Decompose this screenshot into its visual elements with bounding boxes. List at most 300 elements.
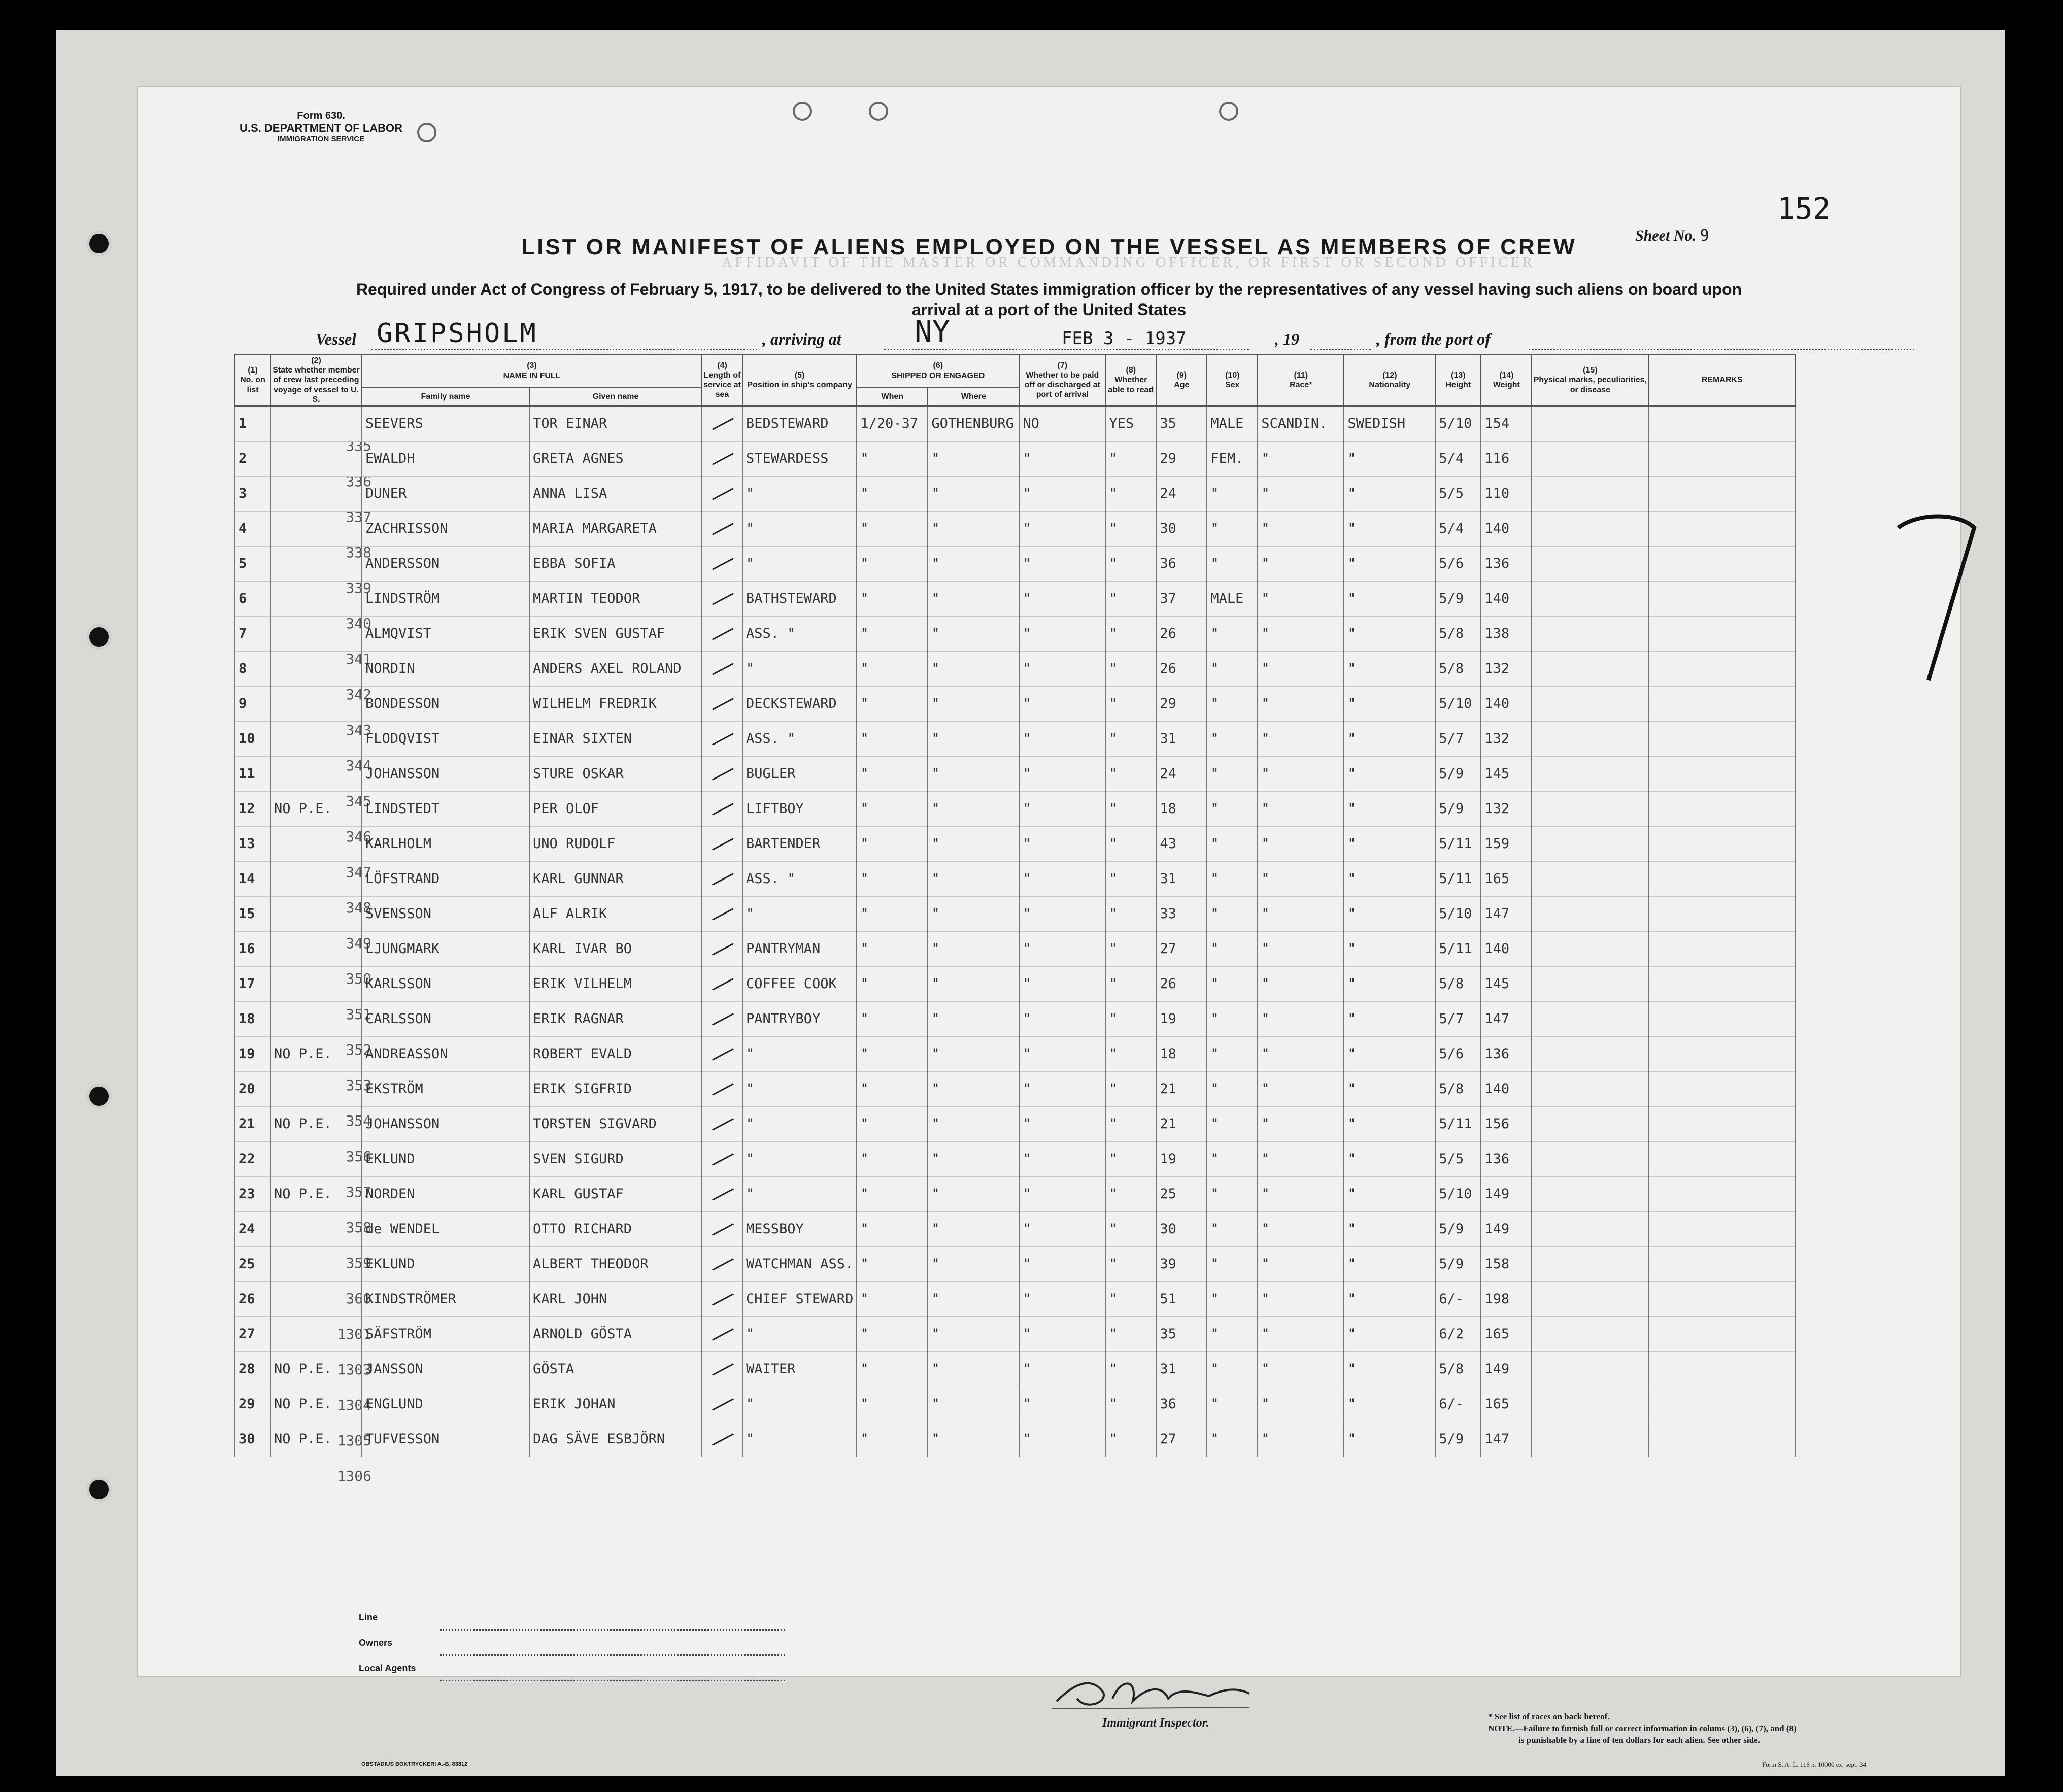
cell-height: 5/9 bbox=[1435, 756, 1481, 791]
cell-age: 26 bbox=[1156, 616, 1207, 651]
cell-service-length bbox=[702, 1422, 742, 1457]
cell-height: 6/- bbox=[1435, 1281, 1481, 1316]
col-header-sex: (10) Sex bbox=[1207, 354, 1258, 406]
cell-age: 51 bbox=[1156, 1281, 1207, 1316]
cell-previous-voyage: NO P.E. bbox=[270, 1422, 362, 1457]
cell-age: 37 bbox=[1156, 581, 1207, 616]
cell-sex: " bbox=[1207, 1141, 1258, 1176]
cell-remarks bbox=[1648, 616, 1796, 651]
cell-able-to-read: " bbox=[1105, 1246, 1156, 1281]
cell-height: 5/11 bbox=[1435, 826, 1481, 861]
cell-service-length bbox=[702, 1246, 742, 1281]
cell-previous-voyage bbox=[270, 1001, 362, 1036]
cell-shipped-when: " bbox=[857, 931, 928, 966]
cell-remarks bbox=[1648, 651, 1796, 686]
cell-shipped-when: " bbox=[857, 756, 928, 791]
printer-imprint: OBSTADIUS BOKTRYCKERI A.-B. 83812 bbox=[361, 1761, 468, 1767]
cell-sex: FEM. bbox=[1207, 441, 1258, 476]
table-row bbox=[235, 616, 1796, 651]
cell-sex: " bbox=[1207, 721, 1258, 756]
cell-shipped-when: " bbox=[857, 616, 928, 651]
cell-able-to-read: " bbox=[1105, 791, 1156, 826]
cell-nationality: " bbox=[1344, 966, 1435, 1001]
cell-nationality: " bbox=[1344, 1036, 1435, 1071]
cell-age: 39 bbox=[1156, 1246, 1207, 1281]
cell-given-name: KARL GUSTAF bbox=[529, 1176, 702, 1211]
cell-weight: 138 bbox=[1481, 616, 1532, 651]
cell-race: " bbox=[1258, 1316, 1344, 1351]
cell-race: " bbox=[1258, 1387, 1344, 1422]
cell-shipped-where: " bbox=[928, 791, 1019, 826]
cell-weight: 140 bbox=[1481, 1071, 1532, 1106]
cell-age: 36 bbox=[1156, 1387, 1207, 1422]
cell-weight: 156 bbox=[1481, 1106, 1532, 1141]
cell-service-length bbox=[702, 1141, 742, 1176]
cell-family-name: BONDESSON bbox=[362, 686, 529, 721]
cell-position: DECKSTEWARD bbox=[742, 686, 857, 721]
cell-age: 30 bbox=[1156, 511, 1207, 546]
margin-pencil-mark bbox=[1888, 508, 1989, 690]
cell-height: 5/4 bbox=[1435, 511, 1481, 546]
cell-previous-voyage: NO P.E. bbox=[270, 1106, 362, 1141]
cell-shipped-where: " bbox=[928, 1387, 1019, 1422]
document-subtitle-2: arrival at a port of the United States bbox=[911, 300, 1187, 319]
cell-weight: 132 bbox=[1481, 721, 1532, 756]
cell-family-name: EKSTRÖM bbox=[362, 1071, 529, 1106]
cell-family-name: SEEVERS bbox=[362, 406, 529, 442]
cell-shipped-when: 1/20-37 bbox=[857, 406, 928, 442]
cell-service-length bbox=[702, 476, 742, 511]
cell-row-number: 14 bbox=[235, 861, 270, 896]
cell-height: 5/10 bbox=[1435, 406, 1481, 442]
cell-row-number: 10 bbox=[235, 721, 270, 756]
document-title: LIST OR MANIFEST OF ALIENS EMPLOYED ON THE VESSEL AS MEMBERS OF CREW bbox=[521, 234, 1577, 259]
cell-shipped-where: GOTHENBURG bbox=[928, 406, 1019, 442]
cell-remarks bbox=[1648, 756, 1796, 791]
cell-row-number: 27 bbox=[235, 1316, 270, 1351]
cell-sex: " bbox=[1207, 1176, 1258, 1211]
cell-height: 5/11 bbox=[1435, 861, 1481, 896]
cell-sex: " bbox=[1207, 826, 1258, 861]
cell-previous-voyage: NO P.E. bbox=[270, 1036, 362, 1071]
cell-position: " bbox=[742, 1141, 857, 1176]
cell-service-length bbox=[702, 791, 742, 826]
cell-sex: " bbox=[1207, 756, 1258, 791]
cell-able-to-read: " bbox=[1105, 1141, 1156, 1176]
cell-previous-voyage bbox=[270, 546, 362, 581]
cell-shipped-where: " bbox=[928, 756, 1019, 791]
cell-able-to-read: " bbox=[1105, 1001, 1156, 1036]
cell-previous-voyage: NO P.E. bbox=[270, 1351, 362, 1387]
cell-physical-marks bbox=[1532, 546, 1648, 581]
cell-age: 26 bbox=[1156, 966, 1207, 1001]
cell-race: " bbox=[1258, 966, 1344, 1001]
cell-weight: 147 bbox=[1481, 896, 1532, 931]
cell-shipped-when: " bbox=[857, 581, 928, 616]
cell-sex: " bbox=[1207, 896, 1258, 931]
cell-family-name: KARLHOLM bbox=[362, 826, 529, 861]
cell-able-to-read: " bbox=[1105, 441, 1156, 476]
outer-serial-number: 357 bbox=[346, 1184, 371, 1200]
cell-shipped-when: " bbox=[857, 1281, 928, 1316]
cell-able-to-read: " bbox=[1105, 1036, 1156, 1071]
cell-age: 35 bbox=[1156, 1316, 1207, 1351]
cell-race: " bbox=[1258, 581, 1344, 616]
cell-weight: 198 bbox=[1481, 1281, 1532, 1316]
cell-service-length bbox=[702, 1281, 742, 1316]
arrival-date-stamp: FEB 3 - 1937 bbox=[1062, 328, 1187, 349]
cell-shipped-where: " bbox=[928, 966, 1019, 1001]
cell-remarks bbox=[1648, 1316, 1796, 1351]
penalty-note-1: NOTE.—Failure to furnish full or correct information in colums (3), (6), (7), and (8) bbox=[1488, 1723, 1797, 1733]
cell-service-length bbox=[702, 1351, 742, 1387]
cell-given-name: ERIK SIGFRID bbox=[529, 1071, 702, 1106]
cell-family-name: ALMQVIST bbox=[362, 616, 529, 651]
cell-weight: 116 bbox=[1481, 441, 1532, 476]
cell-race: " bbox=[1258, 441, 1344, 476]
cell-physical-marks bbox=[1532, 1106, 1648, 1141]
cell-given-name: DAG SÄVE ESBJÖRN bbox=[529, 1422, 702, 1457]
cell-shipped-when: " bbox=[857, 686, 928, 721]
table-row bbox=[235, 1071, 1796, 1106]
cell-remarks bbox=[1648, 1246, 1796, 1281]
cell-given-name: ERIK RAGNAR bbox=[529, 1001, 702, 1036]
cell-physical-marks bbox=[1532, 616, 1648, 651]
cell-row-number: 20 bbox=[235, 1071, 270, 1106]
cell-age: 21 bbox=[1156, 1071, 1207, 1106]
cell-paid-off: " bbox=[1019, 511, 1105, 546]
cell-position: " bbox=[742, 511, 857, 546]
cell-row-number: 30 bbox=[235, 1422, 270, 1457]
cell-family-name: SVENSSON bbox=[362, 896, 529, 931]
cell-nationality: " bbox=[1344, 861, 1435, 896]
races-note: * See list of races on back hereof. bbox=[1488, 1712, 1610, 1721]
cell-race: " bbox=[1258, 1351, 1344, 1387]
cell-remarks bbox=[1648, 721, 1796, 756]
col-header-family-name: Family name bbox=[362, 387, 529, 406]
cell-previous-voyage bbox=[270, 1141, 362, 1176]
cell-remarks bbox=[1648, 511, 1796, 546]
cell-previous-voyage bbox=[270, 616, 362, 651]
vessel-line bbox=[316, 314, 1914, 351]
outer-serial-number: 356 bbox=[346, 1148, 371, 1165]
cell-position: " bbox=[742, 896, 857, 931]
outer-serial-number: 348 bbox=[346, 899, 371, 916]
cell-weight: 145 bbox=[1481, 756, 1532, 791]
cell-position: " bbox=[742, 1316, 857, 1351]
cell-given-name: GRETA AGNES bbox=[529, 441, 702, 476]
cell-previous-voyage bbox=[270, 1281, 362, 1316]
cell-sex: " bbox=[1207, 1106, 1258, 1141]
crew-manifest-table bbox=[234, 354, 1796, 1457]
cell-position: " bbox=[742, 476, 857, 511]
cell-sex: " bbox=[1207, 511, 1258, 546]
cell-remarks bbox=[1648, 546, 1796, 581]
cell-row-number: 19 bbox=[235, 1036, 270, 1071]
cell-given-name: SVEN SIGURD bbox=[529, 1141, 702, 1176]
cell-paid-off: " bbox=[1019, 721, 1105, 756]
table-row bbox=[235, 1036, 1796, 1071]
cell-service-length bbox=[702, 1316, 742, 1351]
cell-family-name: LINDSTEDT bbox=[362, 791, 529, 826]
cell-remarks bbox=[1648, 476, 1796, 511]
cell-given-name: EBBA SOFIA bbox=[529, 546, 702, 581]
cell-row-number: 22 bbox=[235, 1141, 270, 1176]
cell-sex: " bbox=[1207, 931, 1258, 966]
cell-physical-marks bbox=[1532, 896, 1648, 931]
cell-paid-off: " bbox=[1019, 1176, 1105, 1211]
cell-service-length bbox=[702, 1106, 742, 1141]
cell-shipped-when: " bbox=[857, 1106, 928, 1141]
cell-able-to-read: " bbox=[1105, 686, 1156, 721]
cell-nationality: " bbox=[1344, 1281, 1435, 1316]
cell-shipped-where: " bbox=[928, 826, 1019, 861]
cell-service-length bbox=[702, 1176, 742, 1211]
cell-shipped-when: " bbox=[857, 1176, 928, 1211]
cell-nationality: " bbox=[1344, 1001, 1435, 1036]
cell-previous-voyage: NO P.E. bbox=[270, 1176, 362, 1211]
cell-weight: 154 bbox=[1481, 406, 1532, 442]
col-header-read: (8) Whether able to read bbox=[1105, 354, 1156, 406]
outer-serial-number: 359 bbox=[346, 1255, 371, 1271]
table-row bbox=[235, 1176, 1796, 1211]
cell-able-to-read: " bbox=[1105, 651, 1156, 686]
col-header-physical-marks: (15) Physical marks, peculiarities, or disease bbox=[1532, 354, 1648, 406]
cell-physical-marks bbox=[1532, 1387, 1648, 1422]
cell-remarks bbox=[1648, 861, 1796, 896]
cell-age: 29 bbox=[1156, 441, 1207, 476]
cell-age: 36 bbox=[1156, 546, 1207, 581]
cell-height: 5/9 bbox=[1435, 1211, 1481, 1246]
outer-serial-number: 353 bbox=[346, 1077, 371, 1094]
cell-able-to-read: " bbox=[1105, 476, 1156, 511]
cell-able-to-read: " bbox=[1105, 1351, 1156, 1387]
cell-paid-off: " bbox=[1019, 1316, 1105, 1351]
cell-shipped-when: " bbox=[857, 1036, 928, 1071]
cell-age: 30 bbox=[1156, 1211, 1207, 1246]
cell-given-name: UNO RUDOLF bbox=[529, 826, 702, 861]
cell-nationality: " bbox=[1344, 791, 1435, 826]
outer-serial-number: 346 bbox=[346, 828, 371, 845]
cell-given-name: TORSTEN SIGVARD bbox=[529, 1106, 702, 1141]
cell-sex: " bbox=[1207, 651, 1258, 686]
cell-race: " bbox=[1258, 1071, 1344, 1106]
cell-paid-off: " bbox=[1019, 1351, 1105, 1387]
cell-previous-voyage bbox=[270, 966, 362, 1001]
outer-serial-number: 349 bbox=[346, 935, 371, 952]
cell-race: " bbox=[1258, 616, 1344, 651]
cell-position: ASS. " bbox=[742, 616, 857, 651]
outer-serial-number: 340 bbox=[346, 615, 371, 632]
cell-family-name: ZACHRISSON bbox=[362, 511, 529, 546]
table-row bbox=[235, 826, 1796, 861]
cell-age: 29 bbox=[1156, 686, 1207, 721]
cell-shipped-when: " bbox=[857, 441, 928, 476]
cell-previous-voyage bbox=[270, 441, 362, 476]
cell-shipped-when: " bbox=[857, 1071, 928, 1106]
cell-shipped-when: " bbox=[857, 966, 928, 1001]
cell-race: " bbox=[1258, 1246, 1344, 1281]
cell-given-name: ROBERT EVALD bbox=[529, 1036, 702, 1071]
cell-race: " bbox=[1258, 686, 1344, 721]
cell-row-number: 25 bbox=[235, 1246, 270, 1281]
cell-row-number: 15 bbox=[235, 896, 270, 931]
cell-shipped-when: " bbox=[857, 651, 928, 686]
cell-given-name: ALF ALRIK bbox=[529, 896, 702, 931]
inspector-signature bbox=[1046, 1671, 1260, 1716]
cell-family-name: EKLUND bbox=[362, 1141, 529, 1176]
cell-height: 5/6 bbox=[1435, 546, 1481, 581]
cell-given-name: ARNOLD GÖSTA bbox=[529, 1316, 702, 1351]
cell-service-length bbox=[702, 406, 742, 442]
cell-nationality: " bbox=[1344, 1071, 1435, 1106]
cell-paid-off: " bbox=[1019, 1211, 1105, 1246]
cell-paid-off: " bbox=[1019, 1387, 1105, 1422]
cell-physical-marks bbox=[1532, 1036, 1648, 1071]
cell-physical-marks bbox=[1532, 511, 1648, 546]
cell-family-name: TUFVESSON bbox=[362, 1422, 529, 1457]
cell-weight: 165 bbox=[1481, 861, 1532, 896]
manifest-sheet bbox=[137, 86, 1961, 1768]
table-row bbox=[235, 406, 1796, 442]
cell-shipped-when: " bbox=[857, 1246, 928, 1281]
cell-height: 5/6 bbox=[1435, 1036, 1481, 1071]
cell-race: " bbox=[1258, 1001, 1344, 1036]
cell-physical-marks bbox=[1532, 476, 1648, 511]
cell-nationality: " bbox=[1344, 1211, 1435, 1246]
cell-given-name: OTTO RICHARD bbox=[529, 1211, 702, 1246]
cell-race: " bbox=[1258, 861, 1344, 896]
page-number: 152 bbox=[1777, 191, 1831, 226]
outer-serial-number: 342 bbox=[346, 686, 371, 703]
cell-remarks bbox=[1648, 791, 1796, 826]
cell-nationality: " bbox=[1344, 826, 1435, 861]
vessel-name: GRIPSHOLM bbox=[377, 318, 538, 349]
cell-paid-off: " bbox=[1019, 616, 1105, 651]
cell-position: ASS. " bbox=[742, 721, 857, 756]
cell-previous-voyage: NO P.E. bbox=[270, 1387, 362, 1422]
cell-race: " bbox=[1258, 826, 1344, 861]
cell-physical-marks bbox=[1532, 406, 1648, 442]
table-row bbox=[235, 1106, 1796, 1141]
cell-family-name: ANDERSSON bbox=[362, 546, 529, 581]
cell-shipped-when: " bbox=[857, 1316, 928, 1351]
cell-height: 5/9 bbox=[1435, 1422, 1481, 1457]
cell-weight: 140 bbox=[1481, 511, 1532, 546]
cell-paid-off: " bbox=[1019, 686, 1105, 721]
cell-row-number: 11 bbox=[235, 756, 270, 791]
cell-given-name: TOR EINAR bbox=[529, 406, 702, 442]
cell-remarks bbox=[1648, 1176, 1796, 1211]
cell-remarks bbox=[1648, 826, 1796, 861]
outer-serial-number: 347 bbox=[346, 864, 371, 881]
cell-service-length bbox=[702, 546, 742, 581]
table-row bbox=[235, 441, 1796, 476]
cell-height: 6/2 bbox=[1435, 1316, 1481, 1351]
vessel-label: Vessel bbox=[316, 330, 356, 348]
cell-nationality: " bbox=[1344, 581, 1435, 616]
cell-paid-off: " bbox=[1019, 896, 1105, 931]
cell-previous-voyage bbox=[270, 756, 362, 791]
cell-given-name: KARL GUNNAR bbox=[529, 861, 702, 896]
cell-age: 19 bbox=[1156, 1001, 1207, 1036]
cell-age: 31 bbox=[1156, 861, 1207, 896]
cell-physical-marks bbox=[1532, 1141, 1648, 1176]
table-row bbox=[235, 581, 1796, 616]
cell-able-to-read: " bbox=[1105, 1316, 1156, 1351]
cell-sex: " bbox=[1207, 1001, 1258, 1036]
cell-given-name: ERIK VILHELM bbox=[529, 966, 702, 1001]
cell-row-number: 3 bbox=[235, 476, 270, 511]
cell-given-name: STURE OSKAR bbox=[529, 756, 702, 791]
cell-physical-marks bbox=[1532, 1211, 1648, 1246]
cell-previous-voyage bbox=[270, 896, 362, 931]
cell-physical-marks bbox=[1532, 651, 1648, 686]
table-row bbox=[235, 511, 1796, 546]
cell-previous-voyage bbox=[270, 1316, 362, 1351]
col-header-height: (13) Height bbox=[1435, 354, 1481, 406]
cell-row-number: 1 bbox=[235, 406, 270, 442]
department-name: U.S. DEPARTMENT OF LABOR bbox=[240, 122, 403, 134]
cell-given-name: WILHELM FREDRIK bbox=[529, 686, 702, 721]
cell-age: 25 bbox=[1156, 1176, 1207, 1211]
cell-given-name: EINAR SIXTEN bbox=[529, 721, 702, 756]
cell-given-name: MARTIN TEODOR bbox=[529, 581, 702, 616]
cell-remarks bbox=[1648, 1351, 1796, 1387]
cell-service-length bbox=[702, 931, 742, 966]
cell-sex: " bbox=[1207, 1281, 1258, 1316]
cell-weight: 136 bbox=[1481, 1141, 1532, 1176]
cell-shipped-when: " bbox=[857, 896, 928, 931]
line-label: Line bbox=[359, 1612, 378, 1622]
cell-age: 27 bbox=[1156, 1422, 1207, 1457]
cell-family-name: NORDEN bbox=[362, 1176, 529, 1211]
binder-ring-mark bbox=[869, 102, 888, 121]
cell-row-number: 17 bbox=[235, 966, 270, 1001]
cell-previous-voyage bbox=[270, 1211, 362, 1246]
cell-position: BARTENDER bbox=[742, 826, 857, 861]
cell-family-name: DUNER bbox=[362, 476, 529, 511]
cell-remarks bbox=[1648, 931, 1796, 966]
outer-serial-number: 338 bbox=[346, 544, 371, 561]
cell-height: 5/7 bbox=[1435, 1001, 1481, 1036]
cell-remarks bbox=[1648, 1387, 1796, 1422]
cell-service-length bbox=[702, 1071, 742, 1106]
cell-physical-marks bbox=[1532, 581, 1648, 616]
cell-nationality: " bbox=[1344, 511, 1435, 546]
cell-weight: 145 bbox=[1481, 966, 1532, 1001]
cell-weight: 140 bbox=[1481, 581, 1532, 616]
cell-service-length bbox=[702, 721, 742, 756]
cell-nationality: " bbox=[1344, 931, 1435, 966]
col-header-position: (5) Position in ship's company bbox=[742, 354, 857, 406]
cell-sex: " bbox=[1207, 861, 1258, 896]
cell-race: " bbox=[1258, 931, 1344, 966]
cell-paid-off: " bbox=[1019, 1422, 1105, 1457]
cell-remarks bbox=[1648, 581, 1796, 616]
cell-sex: " bbox=[1207, 791, 1258, 826]
cell-height: 5/9 bbox=[1435, 791, 1481, 826]
cell-sex: " bbox=[1207, 686, 1258, 721]
cell-able-to-read: " bbox=[1105, 896, 1156, 931]
cell-remarks bbox=[1648, 1036, 1796, 1071]
cell-previous-voyage bbox=[270, 686, 362, 721]
outer-serial-number: 1305 bbox=[337, 1432, 371, 1449]
cell-height: 5/7 bbox=[1435, 721, 1481, 756]
cell-service-length bbox=[702, 826, 742, 861]
cell-physical-marks bbox=[1532, 861, 1648, 896]
outer-serial-number: 337 bbox=[346, 509, 371, 525]
